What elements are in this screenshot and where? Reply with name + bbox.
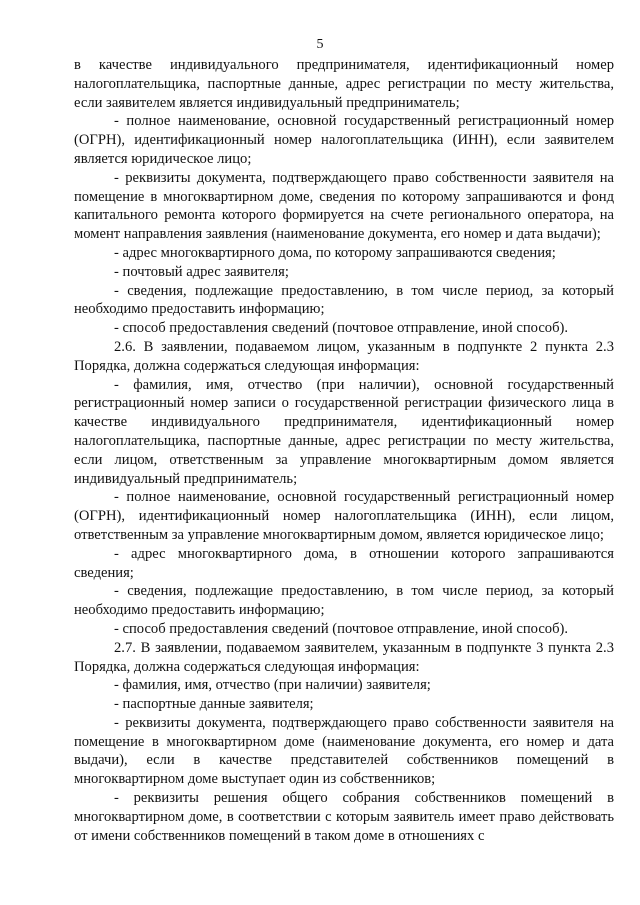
paragraph: - паспортные данные заявителя; [114,696,314,713]
paragraph: - реквизиты документа, подтверждающего право собственности заявителя на помещение в многоквартирном доме, сведения по которому запрашиваются и фонд капитального ремонта которого формируется на счете регионального оператора, на момент направления заявления (наименование документа, его номер и дата выдачи); [74,169,614,243]
document-body [74,56,614,845]
paragraph: - полное наименование, основной государственный регистрационный номер (ОГРН), идентификационный номер налогоплательщика (ИНН), если лицом, ответственным за управление многоквартирным домом, является юридическое лицо; [74,489,614,543]
paragraph: - реквизиты документа, подтверждающего право собственности заявителя на помещение в многоквартирном доме (наименование документа, его номер и дата выдачи), если в качестве представителей собственников помещений в многоквартирном доме выступает один из собственников; [74,714,614,788]
paragraph: 2.7. В заявлении, подаваемом заявителем, указанным в подпункте 3 пункта 2.3 Порядка, должна содержаться следующая информация: [74,639,614,675]
paragraph: - фамилия, имя, отчество (при наличии) заявителя; [114,677,431,694]
paragraph: - полное наименование, основной государственный регистрационный номер (ОГРН), идентификационный номер налогоплательщика (ИНН), если заявителем является юридическое лицо; [74,113,614,167]
paragraph: - фамилия, имя, отчество (при наличии), основной государственный регистрационный номер записи о государственной регистрации физического лица в качестве индивидуального предпринимателя, идентификационный номер налогоплательщика, паспортные данные, адрес регистрации по месту жительства, если лицом, ответственным за управление многоквартирным домом является индивидуальный предприниматель; [74,376,614,487]
paragraph: - способ предоставления сведений (почтовое отправление, иной способ). [114,320,569,337]
paragraph: - сведения, подлежащие предоставлению, в том числе период, за который необходимо предоставить информацию; [74,583,614,619]
paragraph: - способ предоставления сведений (почтовое отправление, иной способ). [114,620,569,637]
paragraph: - адрес многоквартирного дома, по которому запрашиваются сведения; [114,244,556,261]
paragraph: - почтовый адрес заявителя; [114,263,289,280]
paragraph: - сведения, подлежащие предоставлению, в том числе период, за который необходимо предоставить информацию; [74,282,614,318]
paragraph: в качестве индивидуального предпринимателя, идентификационный номер налогоплательщика, паспортные данные, адрес регистрации по месту жительства, если заявителем является индивидуальный предприниматель; [74,57,614,111]
paragraph: - адрес многоквартирного дома, в отношении которого запрашиваются сведения; [74,545,614,581]
paragraph: 2.6. В заявлении, подаваемом лицом, указанным в подпункте 2 пункта 2.3 Порядка, должна содержаться следующая информация: [74,338,614,374]
page-number: 5 [316,37,324,52]
paragraph: - реквизиты решения общего собрания собственников помещений в многоквартирном доме, в соответствии с которым заявитель имеет право действовать от имени собственников помещений в таком доме в отношениях с [74,790,614,844]
